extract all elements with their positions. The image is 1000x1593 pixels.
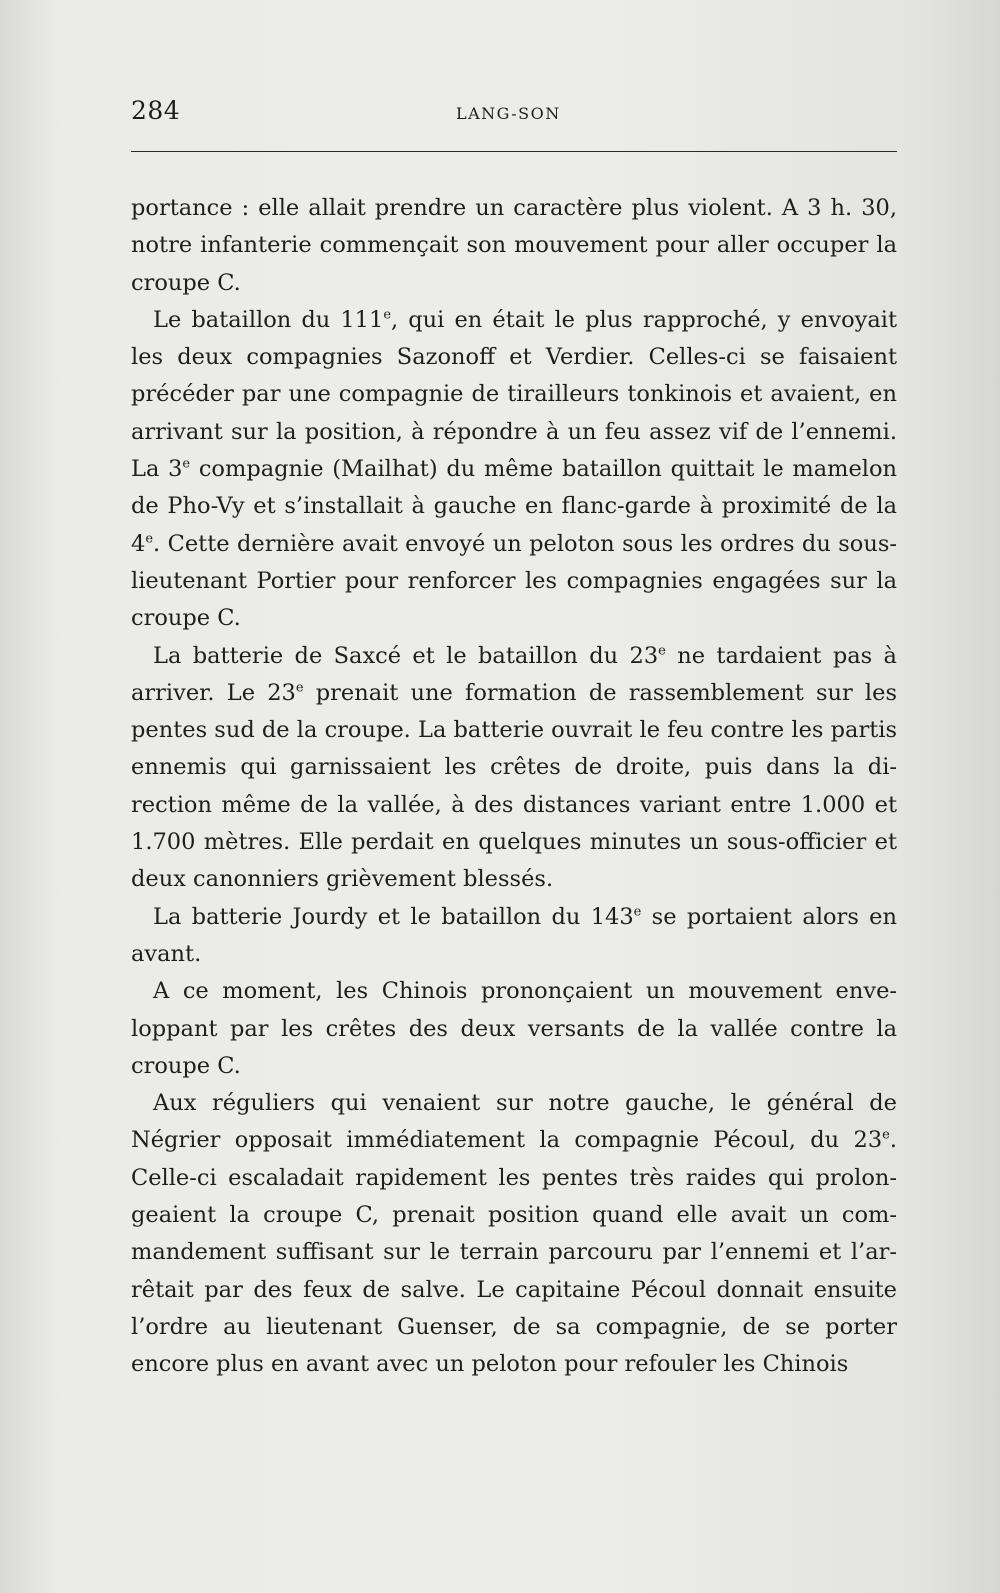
paragraph-p1 [131,190,897,302]
text-run: Le bataillon du 111 [153,306,384,333]
superscript: e [882,1127,890,1143]
text-run: . Cette dernière avait envoyé un peloton sous les ordres du sous-lieutenant Portier pour renforcer les compagnies engagées sur la croupe C. [131,530,897,632]
superscript: e [182,456,191,472]
running-title: LANG-SON [456,104,561,123]
paragraph-p2 [131,302,897,638]
text-run: , qui en était le plus rapproché, y envoyait les deux compagnies Sazonoff et Verdier. Celles-ci se faisaient précéder par une compagnie de tirailleurs tonkinois et avaient, en arrivant sur la position, à répondre à un feu assez vif de l’ennemi. La 3 [131,306,898,483]
paragraph-p5 [131,973,897,1085]
paragraph-p6 [131,1085,897,1383]
header-rule [131,151,897,152]
text-run: ne tardaient pas à arriver. Le 23 [131,642,897,706]
superscript: e [383,307,392,323]
page-number: 284 [131,96,181,125]
paragraph-p3 [131,638,897,899]
text-run: Aux réguliers qui venaient sur notre gauche, le général de Négrier opposait immédiatement la compagnie Pécoul, du 23 [131,1090,897,1154]
page-header [131,96,897,132]
text-run: La batterie Jourdy et le bataillon du 143 [153,903,634,930]
text-run: . Celle-ci escaladait rapidement les pentes très raides qui prolongeaient la croupe C, prenait position quand elle avait un commandement suffisant sur le terrain parcouru par l’ennemi et l’arrêtait par des feux de salve. Le capitaine Pécoul donnait ensuite l’ordre au lieutenant Guenser, de sa compagnie, de se porter encore plus en avant avec un peloton pour refouler les Chinois [131,1127,897,1378]
superscript: e [145,531,154,547]
body-text [131,190,897,1384]
text-run: se portaient alors en avant. [131,903,897,967]
text-run: La batterie de Saxcé et le bataillon du 23 [153,642,659,669]
superscript: e [658,643,666,659]
superscript: e [295,680,304,696]
text-run: compagnie (Mailhat) du même bataillon quittait le mamelon de Pho-Vy et s’installait à gauche en flanc-garde à proximité de la 4 [131,456,898,557]
superscript: e [633,904,642,920]
text-run: portance : elle allait prendre un caractère plus violent. A 3 h. 30, notre infanterie commençait son mouvement pour aller occuper la croupe C. [131,195,897,296]
paragraph-p4 [131,899,897,974]
text-run: A ce moment, les Chinois prononçaient un mouvement enveloppant par les crêtes des deux versants de la vallée contre la croupe C. [131,978,897,1079]
text-run: prenait une formation de rassemblement sur les pentes sud de la croupe. La batterie ouvrait le feu contre les partis ennemis qui garnissaient les crêtes de droite, puis dans la direction même de la vallée, à des distances variant entre 1.000 et 1.700 mètres. Elle perdait en quelques minutes un sous-officier et deux canonniers grièvement blessés. [131,679,897,893]
